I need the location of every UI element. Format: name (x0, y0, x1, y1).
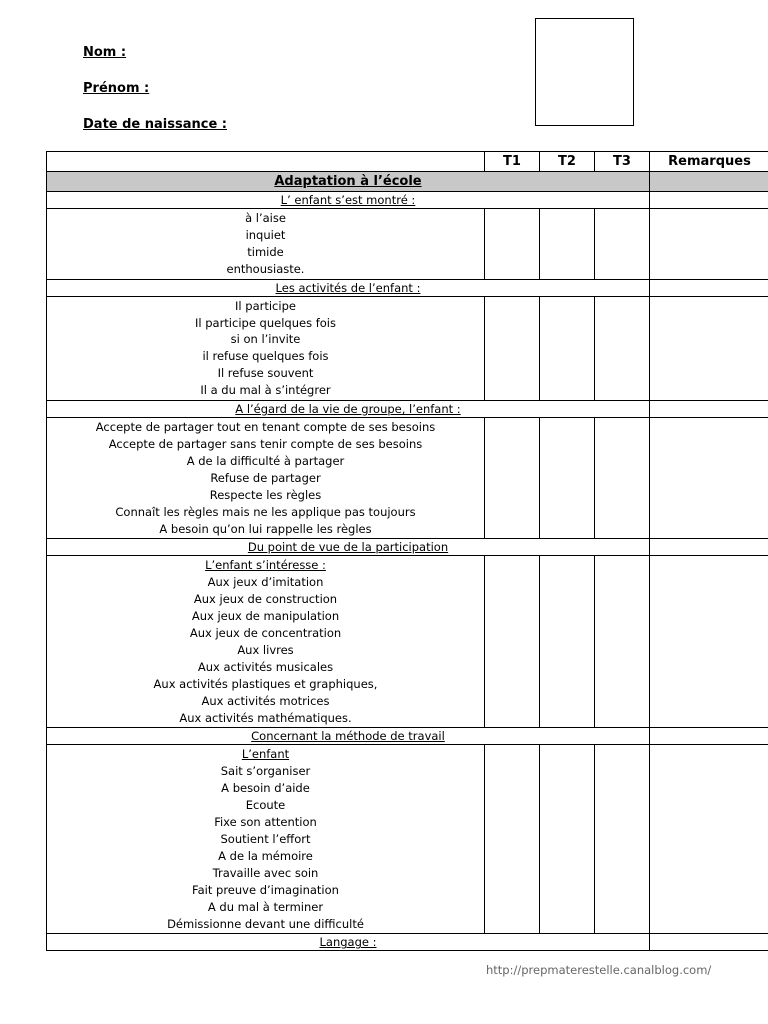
criteria-item: Sait s’organiser (220, 764, 311, 779)
group-title-row (47, 401, 768, 418)
group-items-row (47, 418, 768, 539)
group-title (47, 279, 650, 296)
prenom-label: Prénom : (83, 81, 150, 96)
score-cell-t2[interactable] (540, 418, 595, 539)
column-header (47, 152, 485, 172)
criteria-item: A de la mémoire (218, 848, 313, 863)
group-items-row (47, 209, 768, 280)
footer-url: http://prepmaterestelle.canalblog.com/ (486, 963, 712, 977)
group-items-row (47, 556, 768, 728)
remark-cell (650, 539, 768, 556)
remark-cell[interactable] (650, 418, 768, 539)
criteria-item: Aux activités mathématiques. (179, 710, 352, 725)
score-cell-t1[interactable] (485, 745, 540, 934)
score-cell-t3[interactable] (595, 556, 650, 728)
remark-cell (650, 172, 768, 192)
criteria-item: Fixe son attention (214, 815, 317, 830)
criteria-item: timide (247, 244, 284, 259)
group-title (47, 192, 650, 209)
criteria-item: A de la difficulté à partager (186, 453, 345, 468)
criteria-item: Aux jeux de concentration (189, 626, 342, 641)
criteria-item: Accepte de partager tout en tenant compte de ses besoins (95, 420, 436, 435)
criteria-item: Travaille avec soin (212, 865, 319, 880)
group-title-row (47, 192, 768, 209)
score-cell-t1[interactable] (485, 209, 540, 280)
remark-cell (650, 279, 768, 296)
criteria-item: à l’aise (245, 211, 286, 225)
group-title-text: Les activités de l’enfant : (275, 280, 421, 295)
criteria-item: Il refuse souvent (217, 366, 314, 381)
criteria-item: Fait preuve d’imagination (192, 882, 339, 897)
criteria-item: Il participe quelques fois (194, 315, 336, 330)
group-title-text: Du point de vue de la participation (247, 540, 449, 555)
group-title-text: A l’égard de la vie de groupe, l’enfant : (235, 402, 461, 417)
column-header-remarques: Remarques (650, 152, 768, 172)
criteria-item: Aux activités musicales (197, 659, 334, 674)
score-cell-t1[interactable] (485, 296, 540, 400)
criteria-item: Connaît les règles mais ne les applique pas toujours (115, 504, 416, 519)
criteria-item: Soutient l’effort (220, 832, 311, 846)
birthdate-label: Date de naissance : (83, 117, 228, 132)
criteria-list (47, 556, 485, 728)
criteria-item: Aux jeux d’imitation (207, 575, 324, 590)
section-title-text: Adaptation à l’école (274, 174, 422, 189)
column-header-t2: T2 (540, 152, 595, 172)
group-title-row (47, 279, 768, 296)
remark-cell[interactable] (650, 296, 768, 400)
remark-cell (650, 934, 768, 951)
criteria-list (47, 296, 485, 400)
criteria-item: il refuse quelques fois (202, 349, 329, 364)
remark-cell[interactable] (650, 745, 768, 934)
group-title-row (47, 539, 768, 556)
criteria-item: si on l’invite (230, 332, 301, 347)
criteria-item: Ecoute (245, 798, 286, 813)
group-title-text: Langage : (319, 935, 377, 950)
criteria-item: Démissionne devant une difficulté (167, 916, 364, 931)
group-title (47, 728, 650, 745)
criteria-item: Respecte les règles (209, 487, 322, 502)
score-cell-t2[interactable] (540, 745, 595, 934)
nom-label: Nom : (83, 45, 127, 60)
criteria-item: inquiet (245, 227, 286, 242)
group-title-text: L’ enfant s’est montré : (280, 193, 416, 207)
criteria-item: enthousiaste. (226, 261, 305, 276)
criteria-item: Aux jeux de manipulation (191, 609, 340, 624)
group-title (47, 401, 650, 418)
criteria-item: Aux jeux de construction (193, 592, 338, 607)
criteria-subheading: L’enfant s’intéresse : (205, 558, 326, 573)
criteria-item: Il participe (235, 298, 296, 313)
criteria-item: A du mal à terminer (207, 899, 324, 914)
group-title-row (47, 934, 768, 951)
score-cell-t3[interactable] (595, 418, 650, 539)
criteria-item: Il a du mal à s’intégrer (200, 383, 331, 398)
criteria-item: Accepte de partager sans tenir compte de ses besoins (108, 436, 423, 451)
group-items-row (47, 745, 768, 934)
group-title-row (47, 728, 768, 745)
score-cell-t2[interactable] (540, 556, 595, 728)
photo-box (535, 18, 634, 126)
evaluation-table (46, 151, 768, 951)
column-header-t3: T3 (595, 152, 650, 172)
group-title (47, 539, 650, 556)
criteria-list (47, 209, 485, 280)
score-cell-t1[interactable] (485, 556, 540, 728)
score-cell-t3[interactable] (595, 745, 650, 934)
section-title (47, 172, 650, 192)
group-items-row (47, 296, 768, 400)
group-title-text: Concernant la méthode de travail (251, 729, 445, 744)
criteria-item: A besoin d’aide (221, 781, 310, 796)
remark-cell (650, 728, 768, 745)
criteria-list (47, 745, 485, 934)
criteria-item: Refuse de partager (210, 470, 321, 485)
criteria-item: Aux activités motrices (201, 693, 330, 708)
criteria-item: A besoin qu’on lui rappelle les règles (159, 521, 372, 536)
criteria-list (47, 418, 485, 539)
score-cell-t3[interactable] (595, 209, 650, 280)
criteria-item: Aux livres (237, 642, 294, 657)
table-header-row (47, 152, 768, 172)
score-cell-t1[interactable] (485, 418, 540, 539)
group-title (47, 934, 650, 951)
criteria-item: Aux activités plastiques et graphiques, (153, 676, 378, 691)
remark-cell (650, 401, 768, 418)
score-cell-t2[interactable] (540, 296, 595, 400)
remark-cell[interactable] (650, 209, 768, 280)
score-cell-t2[interactable] (540, 209, 595, 280)
remark-cell[interactable] (650, 556, 768, 728)
score-cell-t3[interactable] (595, 296, 650, 400)
column-header-t1: T1 (485, 152, 540, 172)
section-row (47, 172, 768, 192)
remark-cell (650, 192, 768, 209)
criteria-subheading: L’enfant (241, 747, 290, 762)
